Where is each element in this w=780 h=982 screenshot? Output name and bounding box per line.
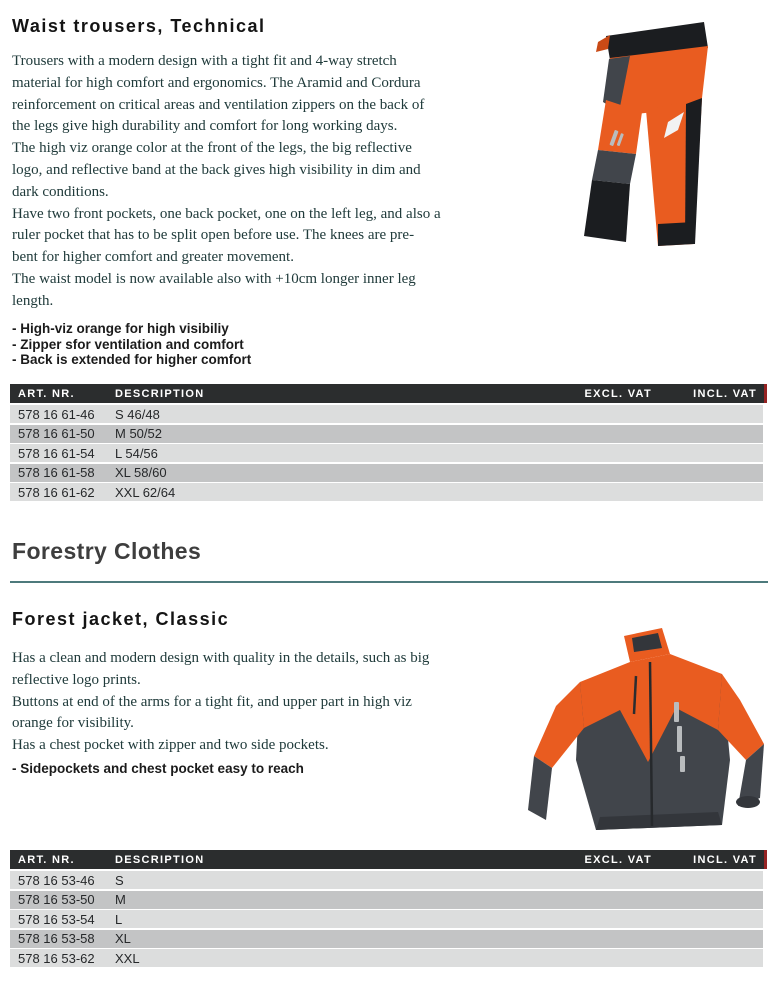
description-cell: M 50/52 <box>115 426 162 442</box>
description-cell: S <box>115 872 124 888</box>
table-row <box>10 949 763 967</box>
description-line: dark conditions. <box>12 183 109 200</box>
table-rows <box>10 405 767 501</box>
art-nr-cell: 578 16 61-50 <box>18 426 95 442</box>
description-line: material for high comfort and ergonomics. The Aramid and Cordura <box>12 74 421 91</box>
table-row <box>10 425 763 443</box>
feature-item: - Back is extended for higher comfort <box>12 352 252 368</box>
feature-item: - Sidepockets and chest pocket easy to reach <box>12 761 304 776</box>
art-nr-cell: 578 16 53-54 <box>18 911 95 927</box>
art-nr-cell: 578 16 53-62 <box>18 950 95 966</box>
description-cell: L <box>115 911 123 927</box>
art-nr-cell: 578 16 61-62 <box>18 484 95 500</box>
description-line: Buttons at end of the arms for a tight fit, and upper part in high viz <box>12 693 412 710</box>
category-heading: Forestry Clothes <box>12 538 202 564</box>
description-cell: XL <box>115 931 131 947</box>
feature-item: - High-viz orange for high visibiliy <box>12 321 229 336</box>
table-row <box>10 891 763 909</box>
description-cell: S 46/48 <box>115 406 160 422</box>
trousers-description <box>12 51 441 313</box>
waist-trousers-image <box>572 12 757 250</box>
description-header: DESCRIPTION <box>115 853 205 866</box>
trousers-size-table <box>10 384 767 503</box>
table-row <box>10 444 763 462</box>
feature-item: - Zipper sfor ventilation and comfort <box>12 336 244 352</box>
art-nr-cell: 578 16 61-54 <box>18 445 95 461</box>
art-nr-cell: 578 16 61-46 <box>18 406 95 422</box>
description-line: orange for visibility. <box>12 715 134 732</box>
description-line: reinforcement on critical areas and ventilation zippers on the back of <box>12 96 425 113</box>
description-line: the legs give high durability and comfort for long working days. <box>12 118 398 135</box>
table-row <box>10 405 763 423</box>
table-row <box>10 483 763 501</box>
table-row <box>10 910 763 928</box>
description-cell: XXL <box>115 950 140 966</box>
description-line: reflective logo prints. <box>12 671 141 688</box>
description-line: Has a clean and modern design with quality in the details, such as big <box>12 650 430 666</box>
jacket-size-table <box>10 850 767 969</box>
table-rows <box>10 871 767 967</box>
trousers-product-title: Waist trousers, Technical <box>12 16 266 36</box>
table-header-row <box>10 850 767 869</box>
art-nr-cell: 578 16 53-58 <box>18 931 95 947</box>
description-line: bent for higher comfort and greater movement. <box>12 249 294 266</box>
description-line: The waist model is now available also with +10cm longer inner leg <box>12 270 416 287</box>
excl-vat-header: EXCL. VAT <box>584 853 652 866</box>
art-nr-header: ART. NR. <box>18 853 75 866</box>
description-line: logo, and reflective band at the back gives high visibility in dim and <box>12 161 421 178</box>
description-line: Trousers with a modern design with a tight fit and 4-way stretch <box>12 53 397 69</box>
excl-vat-header: EXCL. VAT <box>584 387 652 400</box>
description-cell: M <box>115 892 126 908</box>
jacket-product-title: Forest jacket, Classic <box>12 609 230 629</box>
incl-vat-header: INCL. VAT <box>693 853 757 866</box>
art-nr-cell: 578 16 61-58 <box>18 465 95 481</box>
jacket-description <box>12 648 429 757</box>
table-row <box>10 871 763 889</box>
description-line: Has a chest pocket with zipper and two side pockets. <box>12 737 329 754</box>
description-cell: L 54/56 <box>115 445 158 461</box>
table-row <box>10 464 763 482</box>
art-nr-cell: 578 16 53-46 <box>18 872 95 888</box>
description-cell: XL 58/60 <box>115 465 167 481</box>
description-line: Have two front pockets, one back pocket, one on the left leg, and also a <box>12 205 441 222</box>
section-divider <box>10 581 768 583</box>
table-row <box>10 930 763 948</box>
description-header: DESCRIPTION <box>115 387 205 400</box>
table-header-row <box>10 384 767 403</box>
trousers-feature-list <box>12 321 251 368</box>
description-line: ruler pocket that has to be split open before use. The knees are pre- <box>12 227 415 244</box>
description-line: length. <box>12 292 54 309</box>
forest-jacket-image <box>526 610 766 845</box>
jacket-feature-list <box>12 761 304 777</box>
incl-vat-header: INCL. VAT <box>693 387 757 400</box>
description-cell: XXL 62/64 <box>115 484 176 500</box>
art-nr-cell: 578 16 53-50 <box>18 892 95 908</box>
art-nr-header: ART. NR. <box>18 387 75 400</box>
description-line: The high viz orange color at the front of the legs, the big reflective <box>12 140 412 157</box>
